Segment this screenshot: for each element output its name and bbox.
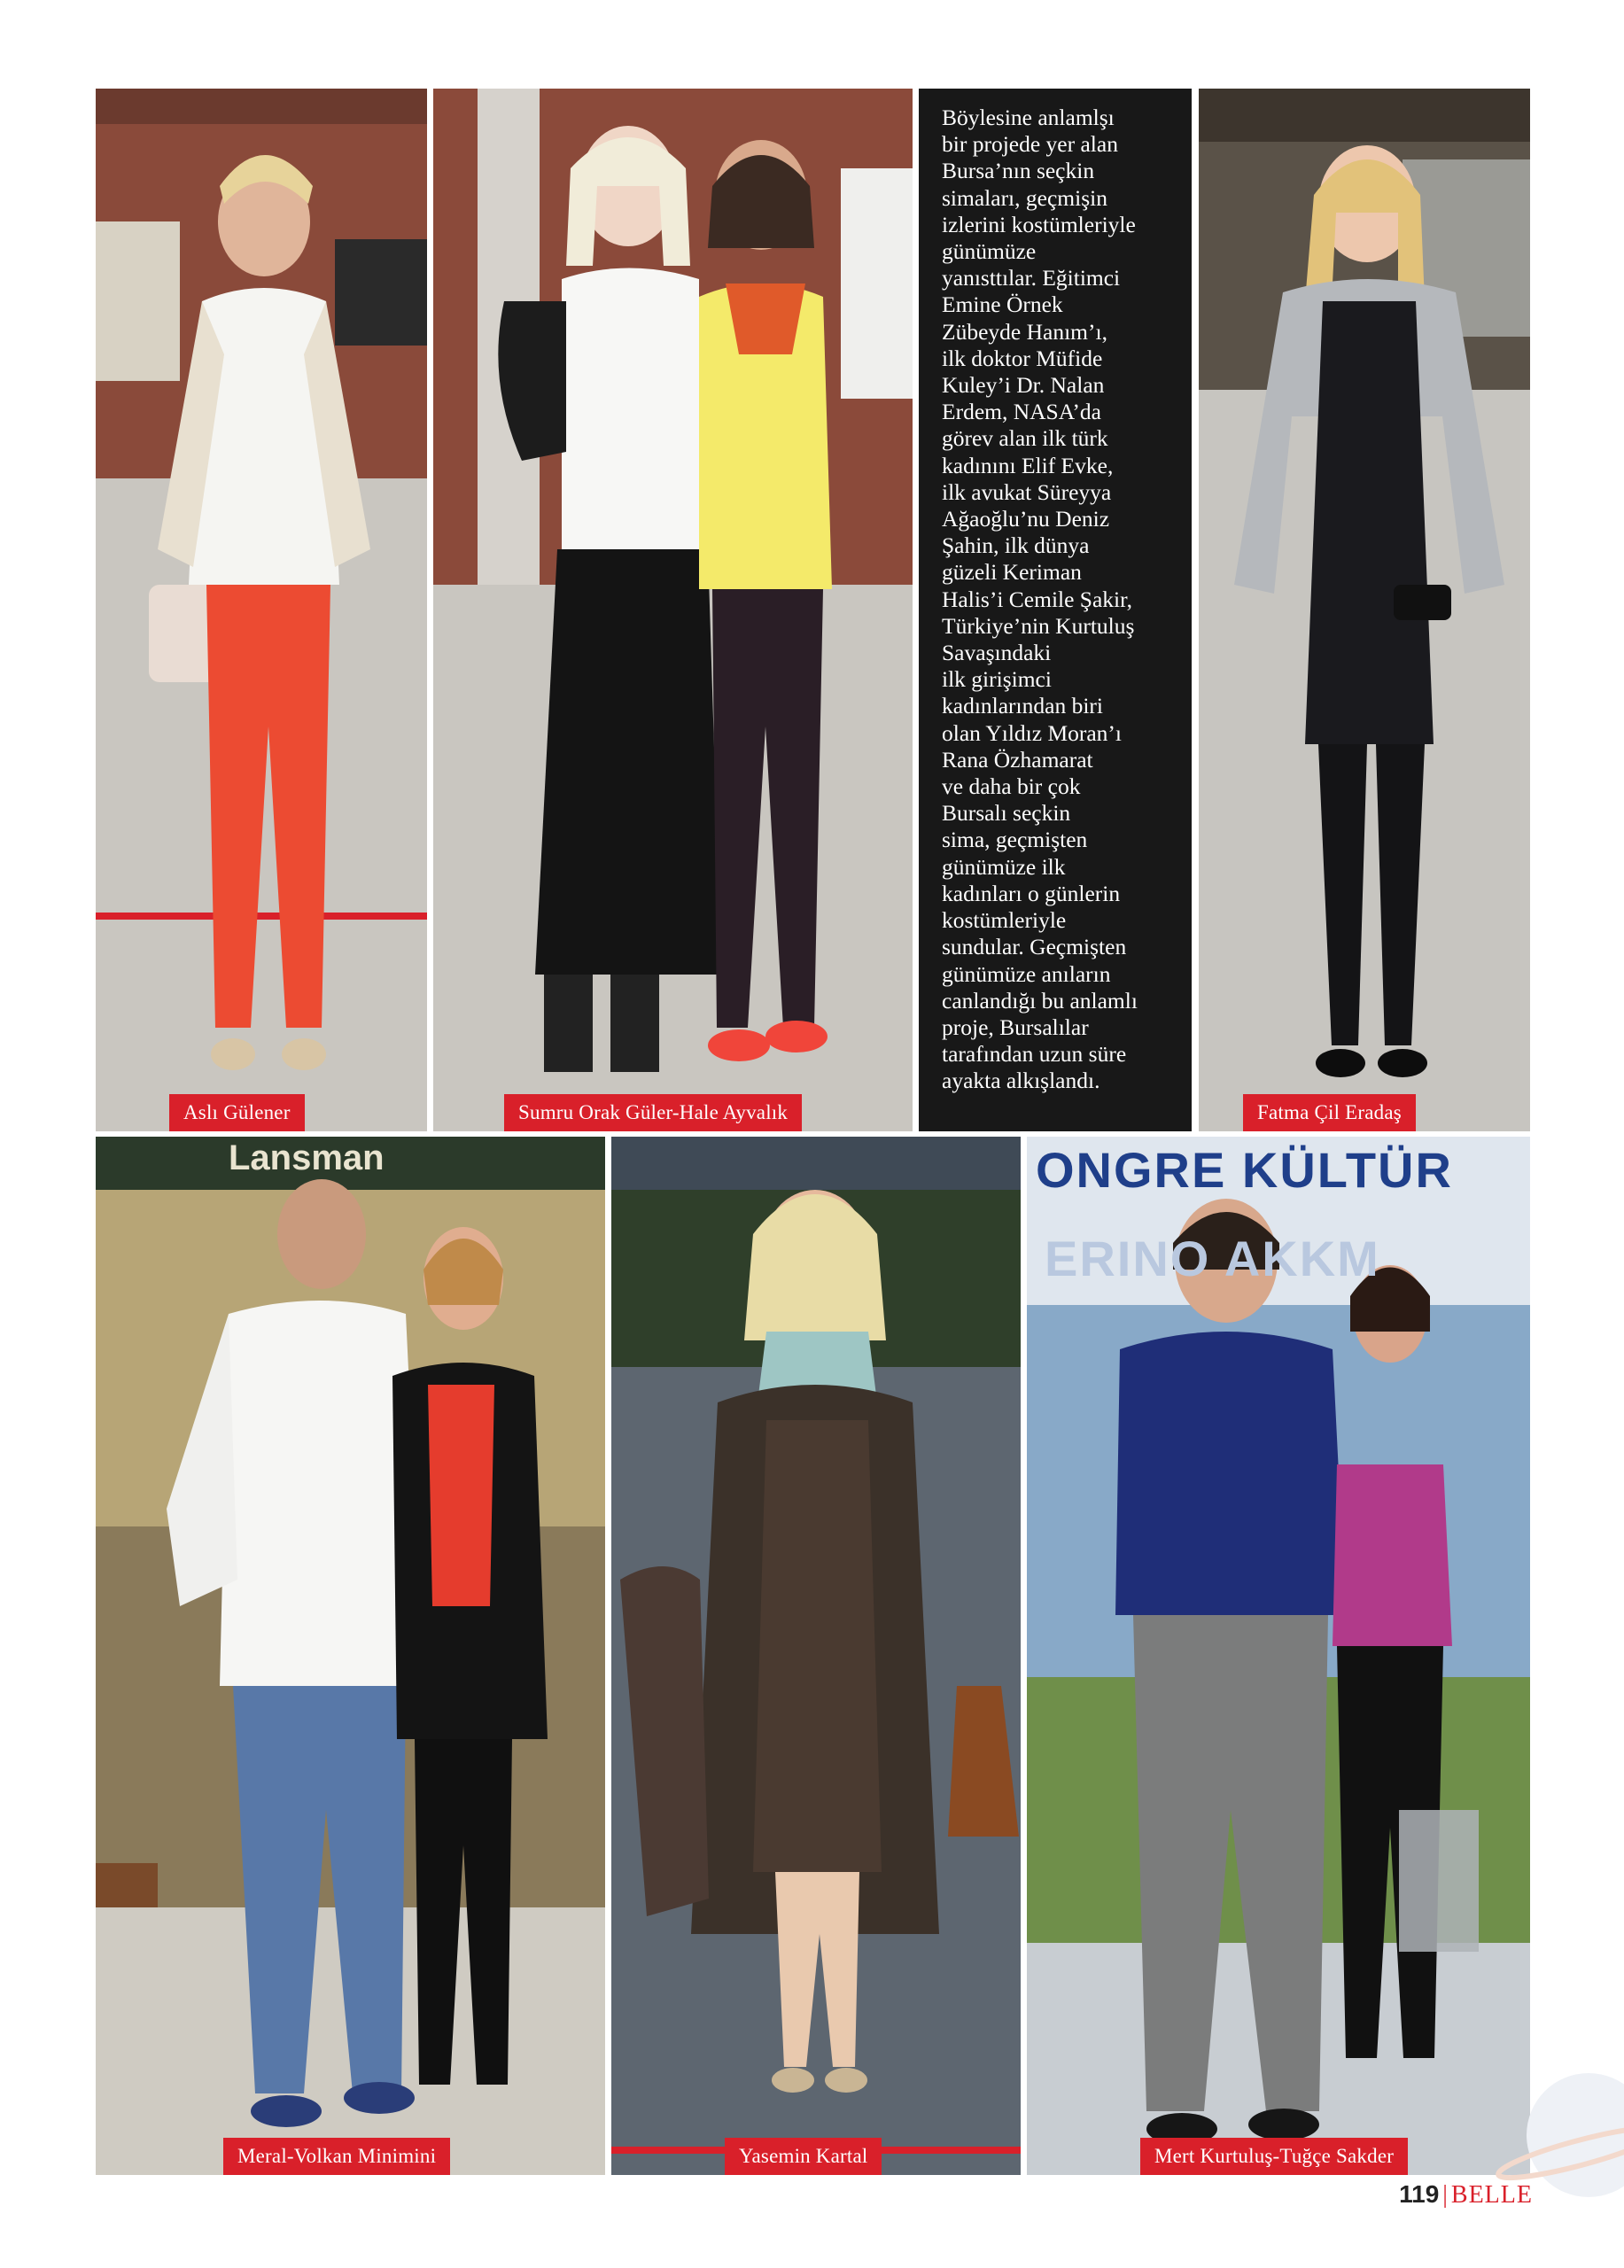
caption-mert-tugce: Mert Kurtuluş-Tuğçe Sakder bbox=[1140, 2138, 1408, 2175]
article-line: simaları, geçmişin bbox=[942, 184, 1107, 211]
page-number: 119 bbox=[1399, 2180, 1440, 2208]
article-line: günümüze ilk bbox=[942, 853, 1066, 880]
article-line: bir projede yer alan bbox=[942, 131, 1118, 158]
article-line: Emine Örnek bbox=[942, 291, 1063, 318]
article-line: kadınlarından biri bbox=[942, 693, 1103, 719]
article-line: Şahin, ilk dünya bbox=[942, 532, 1090, 559]
article-line: sima, geçmişten bbox=[942, 827, 1088, 853]
caption-yasemin-kartal: Yasemin Kartal bbox=[725, 2138, 882, 2175]
article-line: izlerini kostümleriyle bbox=[942, 211, 1136, 237]
article-line: Halis’i Cemile Şakir, bbox=[942, 586, 1132, 612]
page-folio bbox=[1399, 2180, 1533, 2210]
background-sign-top: ONGRE KÜLTÜR bbox=[1036, 1142, 1453, 1198]
article-line: ayakta alkışlandı. bbox=[942, 1068, 1100, 1094]
article-line: ilk doktor Müfide bbox=[942, 345, 1103, 371]
article-line: güzeli Keriman bbox=[942, 559, 1082, 586]
magazine-name: BELLE bbox=[1450, 2181, 1533, 2209]
article-line: ve daha bir çok bbox=[942, 773, 1081, 800]
photo-yasemin-kartal-image bbox=[611, 1137, 1021, 2175]
caption-sumru-hale: Sumru Orak Güler-Hale Ayvalık bbox=[504, 1094, 802, 1131]
article-line: olan Yıldız Moran’ı bbox=[942, 719, 1123, 746]
caption-fatma-eradas: Fatma Çil Eradaş bbox=[1243, 1094, 1416, 1131]
article-line: kostümleriyle bbox=[942, 907, 1067, 934]
photo-mert-tugce-image bbox=[1027, 1137, 1530, 2175]
article-line: Erdem, NASA’da bbox=[942, 399, 1101, 425]
article-line: görev alan ilk türk bbox=[942, 425, 1108, 452]
caption-meral-volkan: Meral-Volkan Minimini bbox=[223, 2138, 450, 2175]
article-line: proje, Bursalılar bbox=[942, 1014, 1089, 1040]
photo-mert-tugce bbox=[1027, 1137, 1530, 2175]
article-line: ilk avukat Süreyya bbox=[942, 478, 1112, 505]
photo-sumru-hale bbox=[433, 89, 913, 1131]
caption-asli-gulener: Aslı Gülener bbox=[169, 1094, 305, 1131]
article-line: Savaşındaki bbox=[942, 640, 1052, 666]
article-line: yanısttılar. Eğitimci bbox=[942, 265, 1121, 291]
article-line: ilk girişimci bbox=[942, 666, 1052, 693]
background-sign-mid: ERINO AKKM bbox=[1045, 1231, 1380, 1286]
article-line: sundular. Geçmişten bbox=[942, 934, 1127, 960]
article-line: Zübeyde Hanım’ı, bbox=[942, 318, 1107, 345]
article-line: tarafından uzun süre bbox=[942, 1041, 1127, 1068]
article-line: kadınını Elif Evke, bbox=[942, 452, 1114, 478]
article-line: günümüze bbox=[942, 238, 1037, 265]
article-line: canlandığı bu anlamlı bbox=[942, 987, 1138, 1014]
photo-asli-gulener-image bbox=[96, 89, 427, 1131]
background-sign-lansman: Lansman bbox=[229, 1138, 385, 1177]
article-line: Bursa’nın seçkin bbox=[942, 158, 1095, 184]
article-line: kadınları o günlerin bbox=[942, 880, 1121, 906]
article-line: günümüze anıların bbox=[942, 960, 1111, 987]
photo-fatma-eradas-image bbox=[1199, 89, 1530, 1131]
article-line: Rana Özhamarat bbox=[942, 746, 1093, 773]
article-line: Türkiye’nin Kurtuluş bbox=[942, 612, 1135, 639]
article-line: Bursalı seçkin bbox=[942, 800, 1071, 827]
article-line: Kuley’i Dr. Nalan bbox=[942, 372, 1105, 399]
photo-asli-gulener bbox=[96, 89, 427, 1131]
photo-sumru-hale-image bbox=[433, 89, 913, 1131]
photo-meral-volkan-image bbox=[96, 1137, 605, 2175]
photo-yasemin-kartal bbox=[611, 1137, 1021, 2175]
photo-fatma-eradas bbox=[1199, 89, 1530, 1131]
article-line: Böylesine anlamlşı bbox=[942, 105, 1115, 130]
article-line: Ağaoğlu’nu Deniz bbox=[942, 506, 1110, 532]
article-text-box bbox=[919, 89, 1192, 1131]
folio-separator: | bbox=[1442, 2181, 1448, 2209]
photo-meral-volkan bbox=[96, 1137, 605, 2175]
